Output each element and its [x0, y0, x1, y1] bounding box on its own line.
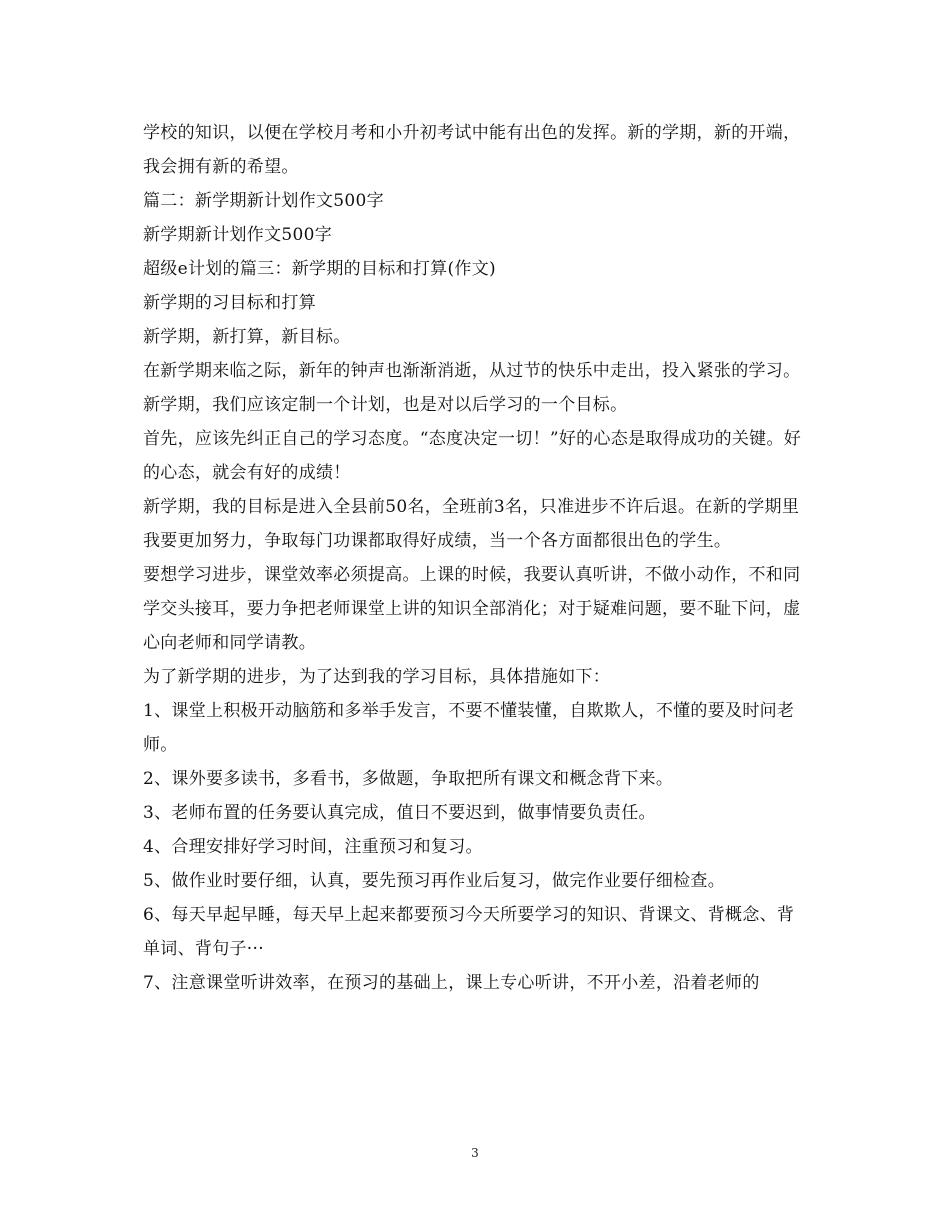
- paragraph-1: 学校的知识，以便在学校月考和小升初考试中能有出色的发挥。新的学期，新的开端，我会拥有新的希望。: [143, 123, 801, 177]
- paragraph-10: 要想学习进步，课堂效率必须提高。上课的时候，我要认真听讲，不做小动作，不和同学交头接耳，要力争把老师课堂上讲的知识全部消化；对于疑难问题，要不耻下问，虚心向老师和同学请教。: [143, 565, 801, 653]
- paragraph-5: 新学期的习目标和打算: [143, 293, 316, 313]
- paragraph-4: 超级e计划的篇三：新学期的目标和打算(作文): [143, 259, 496, 279]
- paragraph-18: 7、注意课堂听讲效率，在预习的基础上，课上专心听讲，不开小差，沿着老师的: [143, 973, 760, 993]
- paragraph-16: 5、做作业时要仔细，认真，要先预习再作业后复习，做完作业要仔细检查。: [143, 871, 726, 891]
- paragraph-2: 篇二：新学期新计划作文500字: [143, 191, 384, 211]
- page-number: 3: [471, 1146, 479, 1160]
- paragraph-11: 为了新学期的进步，为了达到我的学习目标，具体措施如下：: [143, 667, 611, 687]
- paragraph-7: 在新学期来临之际，新年的钟声也渐渐消逝，从过节的快乐中走出，投入紧张的学习。新学期，我们应该定制一个计划，也是对以后学习的一个目标。: [143, 361, 801, 415]
- paragraph-17: 6、每天早起早睡，每天早上起来都要预习今天所要学习的知识、背课文、背概念、背单词、背句子···: [143, 905, 795, 959]
- paragraph-15: 4、合理安排好学习时间，注重预习和复习。: [143, 837, 483, 857]
- paragraph-3: 新学期新计划作文500字: [143, 225, 333, 245]
- paragraph-6: 新学期，新打算，新目标。: [143, 327, 351, 347]
- document-body: [143, 116, 811, 1000]
- paragraph-12: 1、课堂上积极开动脑筋和多举手发言，不要不懂装懂，自欺欺人，不懂的要及时问老师。: [143, 701, 795, 755]
- paragraph-13: 2、课外要多读书，多看书，多做题，争取把所有课文和概念背下来。: [143, 769, 674, 789]
- paragraph-9: 新学期，我的目标是进入全县前50名，全班前3名，只准进步不许后退。在新的学期里我要更加努力，争取每门功课都取得好成绩，当一个各方面都很出色的学生。: [143, 497, 800, 551]
- paragraph-8: 首先，应该先纠正自己的学习态度。“态度决定一切！”好的心态是取得成功的关键。好的心态，就会有好的成绩！: [143, 429, 802, 483]
- paragraph-14: 3、老师布置的任务要认真完成，值日不要迟到，做事情要负责任。: [143, 803, 656, 823]
